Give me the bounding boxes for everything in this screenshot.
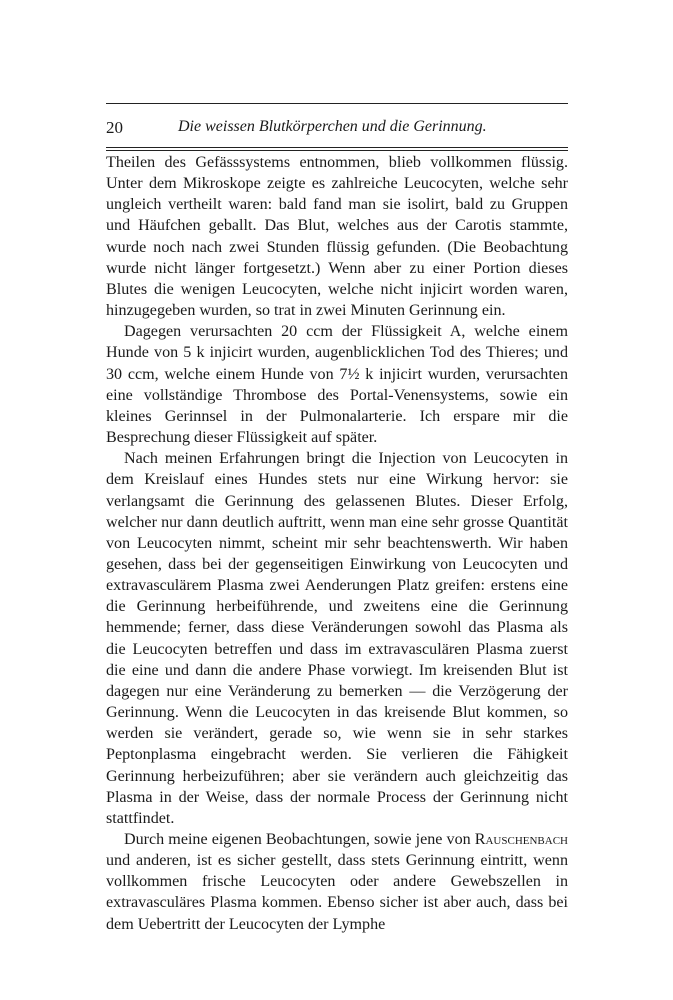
header-rule-upper bbox=[106, 147, 568, 148]
paragraph-2: Dagegen verursachten 20 ccm der Flüssigkeit A, welche einem Hunde von 5 k injicirt wurden, augenblicklichen Tod des Thieres; und 30 ccm, welche einem Hunde von 7½ k injicirt wurden, verursachten eine vollständige Thrombose des Portal-Venensystems, sowie ein kleines Gerinnsel in der Pulmonalarterie. Ich erspare mir die Besprechung dieser Flüssigkeit auf später. bbox=[106, 323, 568, 447]
header-rule-lower bbox=[106, 150, 568, 151]
paragraph-4 bbox=[106, 829, 568, 935]
top-rule bbox=[106, 103, 568, 104]
paragraph-4-text-after: und anderen, ist es sicher gestellt, dass stets Gerinnung eintritt, wenn vollkommen frische Leucocyten oder andere Gewebszellen in extravasculäres Plasma kommen. Ebenso sicher ist aber auch, dass bei dem Uebertritt der Leucocyten der Lymphe bbox=[106, 852, 568, 933]
paragraph-3: Nach meinen Erfahrungen bringt die Injection von Leucocyten in dem Kreislauf eines Hundes stets nur eine Wirkung hervor: sie verlangsamt die Gerinnung des gelassenen Blutes. Dieser Erfolg, welcher nur dann deutlich auftritt, wenn man eine sehr grosse Quantität von Leucocyten nimmt, scheint mir sehr beachtenswerth. Wir haben gesehen, dass bei der gegenseitigen Einwirkung von Leucocyten und extravasculärem Plasma zwei Aenderungen Platz greifen: erstens eine die Gerinnung herbeiführende, und zweitens eine die Gerinnung hemmende; ferner, dass diese Veränderungen sowohl das Plasma als die Leucocyten betreffen und dass im extravasculären Plasma zuerst die eine und dann die andere Phase vorwiegt. Im kreisenden Blut ist dagegen nur eine Veränderung zu bemerken — die Verzögerung der Gerinnung. Wenn die Leucocyten in das kreisende Blut kommen, so werden sie verändert, gerade so, wie wenn sie in sehr starkes Peptonplasma eingebracht werden. Sie verlieren die Fähigkeit Gerinnung herbeizuführen; aber sie verändern auch gleichzeitig das Plasma in der Weise, dass der normale Process der Gerinnung nicht stattfindet. bbox=[106, 450, 568, 827]
body-text bbox=[106, 152, 568, 935]
author-name: Rauschenbach bbox=[474, 831, 568, 848]
paragraph-1: Theilen des Gefässsystems entnommen, blieb vollkommen flüssig. Unter dem Mikroskope zeigte es zahlreiche Leucocyten, welche sehr ungleich vertheilt waren: bald fand man sie isolirt, bald zu Gruppen und Häufchen geballt. Das Blut, welches aus der Carotis stammte, wurde noch nach zwei Stunden flüssig gefunden. (Die Beobachtung wurde nicht länger fortgesetzt.) Wenn aber zu einer Portion dieses Blutes die wenigen Leucocyten, welche nicht injicirt worden waren, hinzugegeben wurden, so trat in zwei Minuten Gerinnung ein. bbox=[106, 154, 568, 320]
running-title: Die weissen Blutkörperchen und die Gerinnung. bbox=[178, 118, 487, 135]
page-header bbox=[106, 118, 568, 142]
paragraph-4-text-before: Durch meine eigenen Beobachtungen, sowie jene von bbox=[124, 831, 475, 848]
page-number: 20 bbox=[106, 118, 123, 137]
